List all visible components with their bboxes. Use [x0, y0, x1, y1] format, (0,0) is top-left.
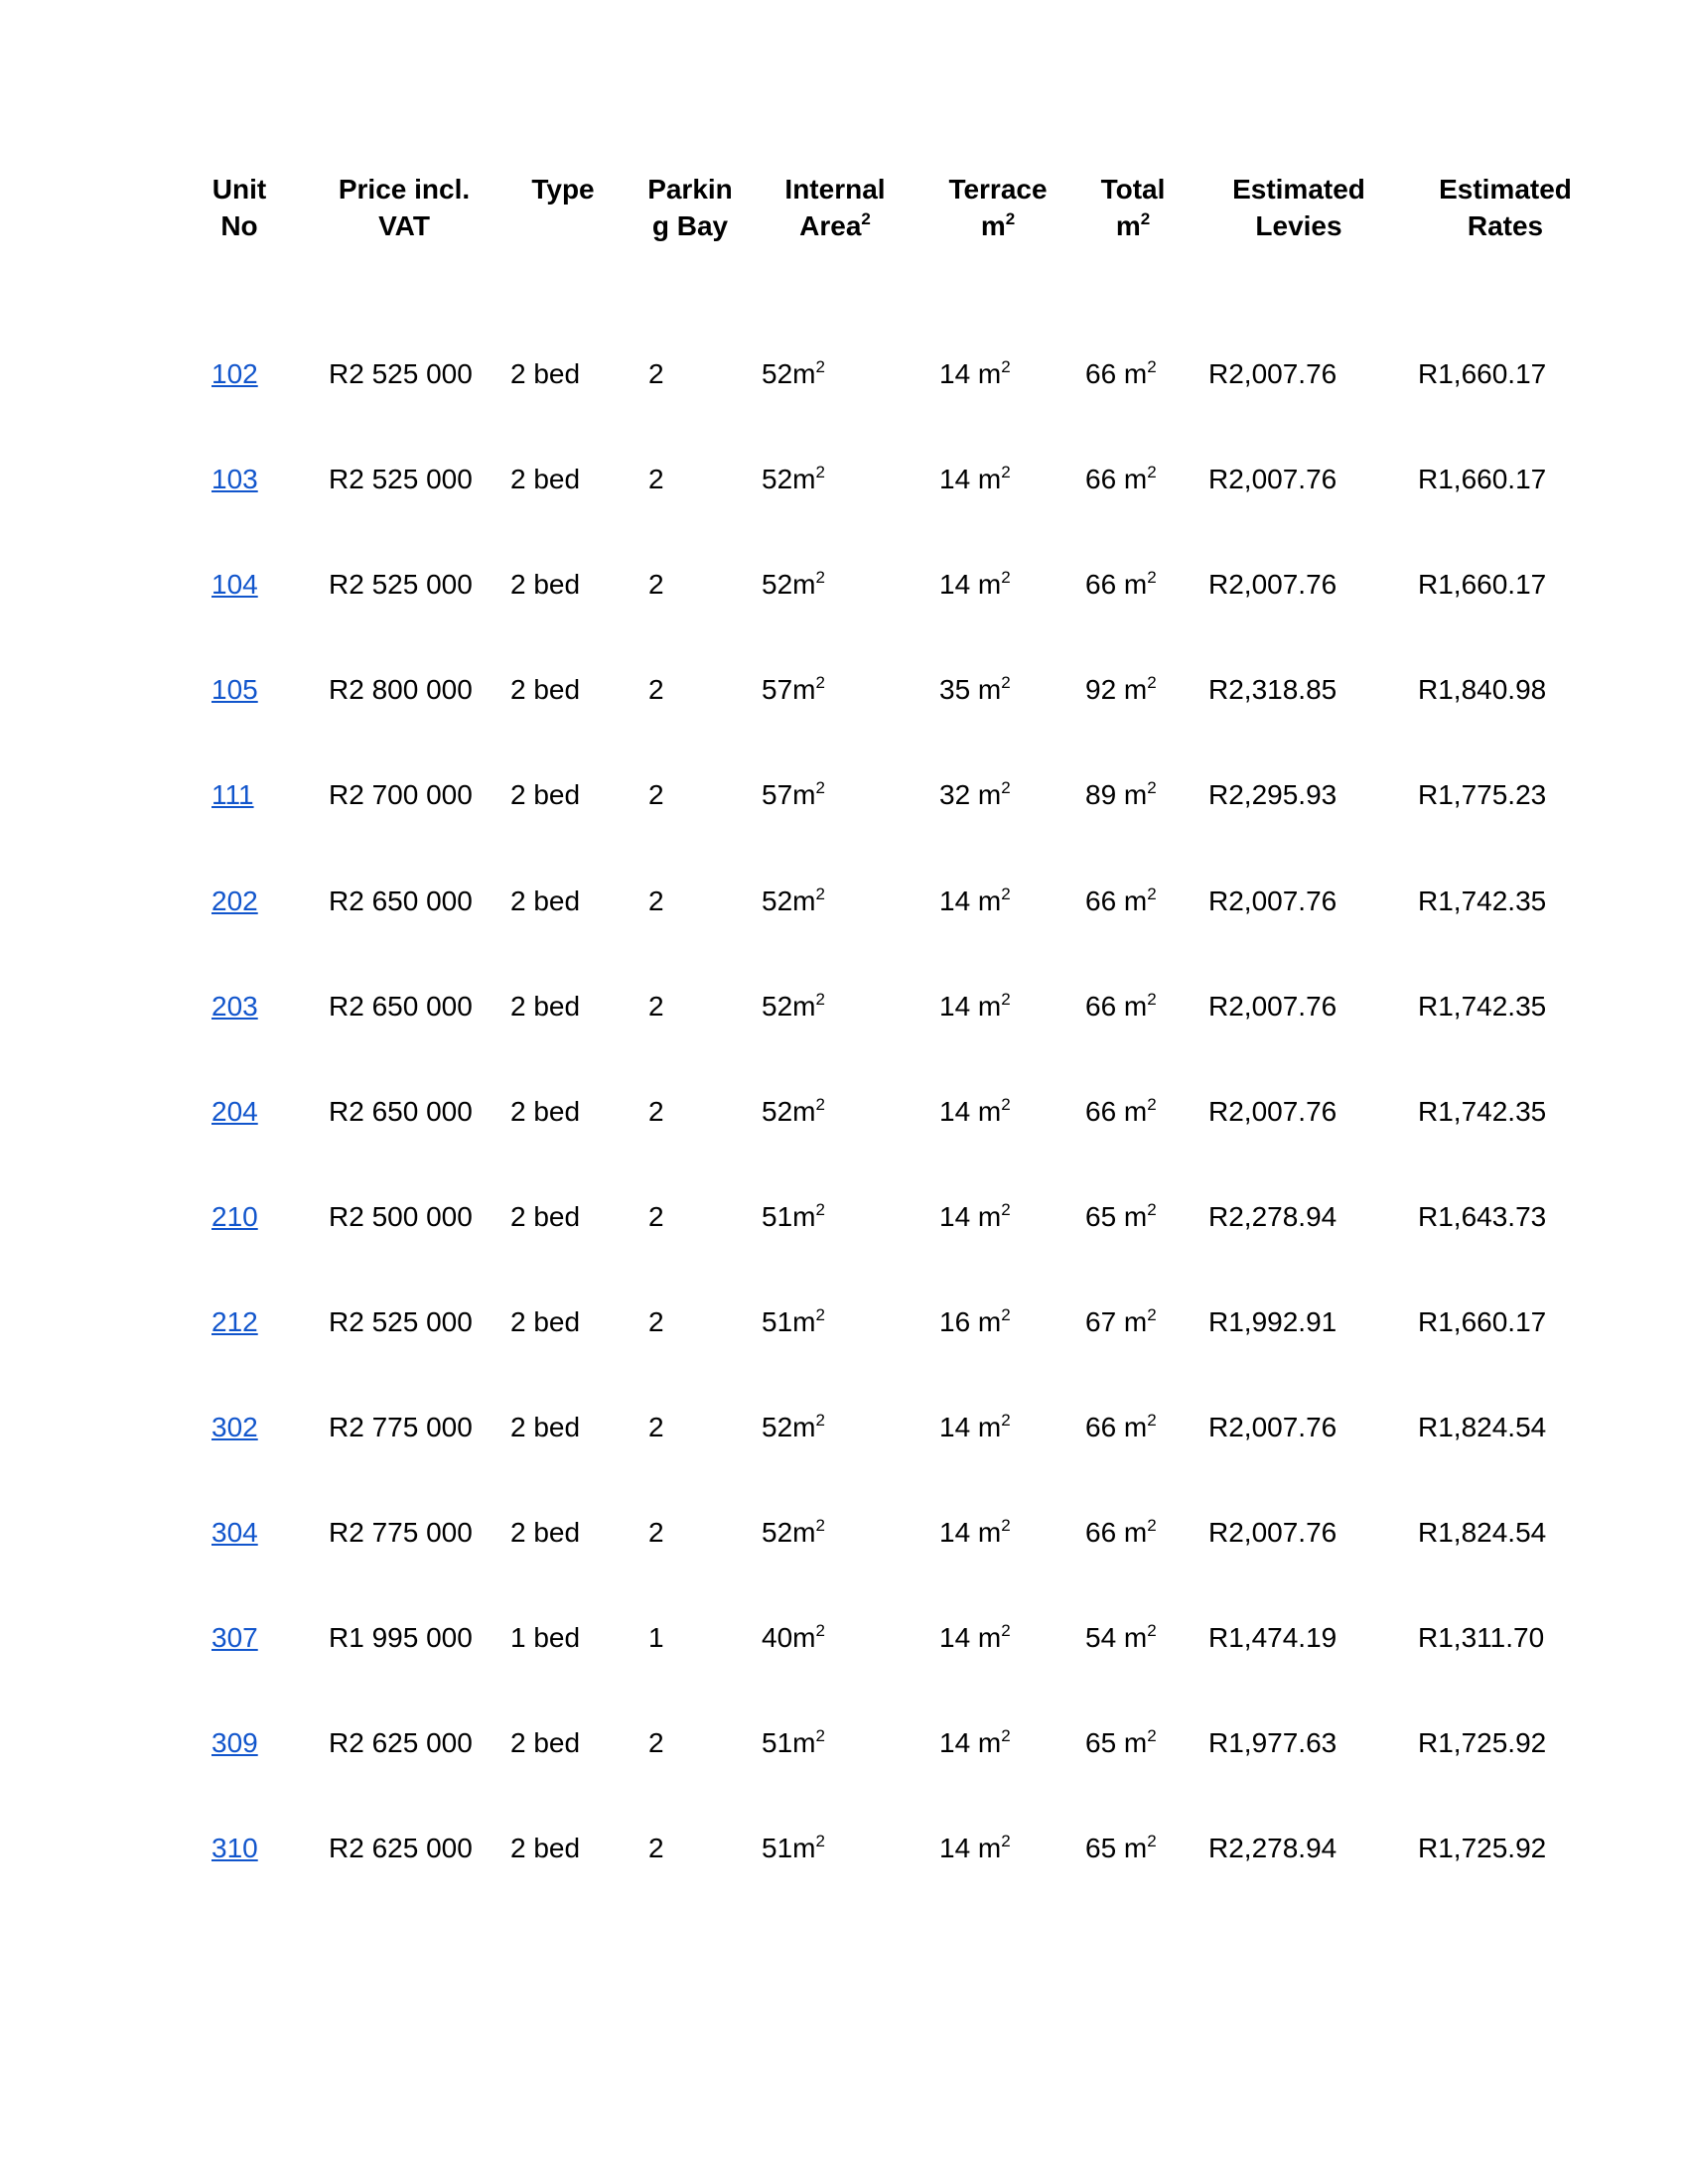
- cell-parking: 1: [648, 1622, 664, 1654]
- table-row: [0, 1092, 1688, 1132]
- cell-levies: R1,977.63: [1208, 1727, 1337, 1759]
- cell-type: 2 bed: [510, 358, 581, 389]
- column-header-line1: Unit: [211, 174, 267, 205]
- table-row: [0, 1513, 1688, 1553]
- cell-total: [1085, 1829, 1157, 1868]
- unit-link[interactable]: 104: [211, 569, 258, 601]
- cell-total-value: 66 m: [1085, 1095, 1148, 1127]
- cell-terrace-value: 35 m: [939, 674, 1002, 706]
- column-header-line1: Total: [1100, 174, 1166, 205]
- superscript-two: 2: [1001, 1726, 1011, 1746]
- cell-terrace-value: 32 m: [939, 779, 1002, 811]
- superscript-two: 2: [1147, 1304, 1157, 1324]
- unit-link[interactable]: 204: [211, 1095, 258, 1127]
- unit-link[interactable]: 105: [211, 674, 258, 706]
- cell-levies: R2,007.76: [1208, 1517, 1337, 1549]
- unit-link[interactable]: 310: [211, 1833, 258, 1864]
- cell-internal: [762, 1829, 825, 1868]
- unit-link[interactable]: 111: [211, 779, 254, 811]
- cell-internal-value: 52m: [762, 464, 816, 495]
- cell-total-value: 65 m: [1085, 1833, 1148, 1864]
- cell-total-value: 66 m: [1085, 464, 1148, 495]
- cell-type: 2 bed: [510, 1095, 581, 1127]
- cell-internal-value: 57m: [762, 779, 816, 811]
- table-row: [0, 1408, 1688, 1447]
- superscript-two: 2: [1001, 463, 1011, 482]
- superscript-two: 2: [1001, 568, 1011, 588]
- cell-rates: R1,775.23: [1418, 779, 1547, 811]
- cell-price: R2 775 000: [329, 1412, 473, 1442]
- cell-terrace: [939, 1723, 1011, 1763]
- cell-parking: 2: [648, 1517, 664, 1549]
- cell-price: R2 525 000: [329, 569, 473, 601]
- cell-terrace: [939, 354, 1011, 394]
- cell-type: 2 bed: [510, 464, 581, 495]
- superscript-two: 2: [1001, 1304, 1011, 1324]
- superscript-two: 2: [1001, 1832, 1011, 1851]
- cell-terrace: [939, 1618, 1011, 1658]
- cell-parking: 2: [648, 990, 664, 1022]
- cell-price: R2 775 000: [329, 1517, 473, 1549]
- cell-type: 2 bed: [510, 1517, 581, 1549]
- column-header-line1: Parkin: [647, 174, 733, 205]
- cell-terrace: [939, 987, 1011, 1026]
- cell-terrace: [939, 1092, 1011, 1132]
- cell-internal: [762, 1197, 825, 1237]
- cell-rates: R1,660.17: [1418, 569, 1547, 601]
- cell-internal: [762, 775, 825, 815]
- cell-rates: R1,742.35: [1418, 990, 1547, 1022]
- cell-parking: 2: [648, 1833, 664, 1864]
- cell-terrace-value: 14 m: [939, 1095, 1002, 1127]
- superscript-two: 2: [815, 884, 825, 903]
- column-header-line1: Estimated: [1232, 174, 1365, 205]
- table-row: [0, 1302, 1688, 1342]
- cell-type: 2 bed: [510, 1412, 581, 1442]
- superscript-two: 2: [1147, 463, 1157, 482]
- cell-parking: 2: [648, 569, 664, 601]
- cell-price: R2 650 000: [329, 1095, 473, 1127]
- column-header-line1: Internal: [784, 174, 886, 205]
- cell-total: [1085, 882, 1157, 921]
- cell-internal: [762, 1513, 825, 1553]
- cell-internal-value: 51m: [762, 1305, 816, 1337]
- cell-internal-value: 51m: [762, 1727, 816, 1759]
- cell-levies: R1,992.91: [1208, 1305, 1337, 1337]
- cell-levies: R2,318.85: [1208, 674, 1337, 706]
- cell-levies: R2,007.76: [1208, 885, 1337, 916]
- cell-type: 2 bed: [510, 1833, 581, 1864]
- cell-internal: [762, 987, 825, 1026]
- cell-internal: [762, 1302, 825, 1342]
- cell-terrace: [939, 565, 1011, 605]
- cell-internal-value: 52m: [762, 990, 816, 1022]
- superscript-two: 2: [815, 1304, 825, 1324]
- cell-type: 2 bed: [510, 779, 581, 811]
- cell-parking: 2: [648, 464, 664, 495]
- cell-terrace-value: 14 m: [939, 358, 1002, 389]
- table-row: [0, 1618, 1688, 1658]
- column-header-line1: Estimated: [1439, 174, 1572, 205]
- cell-rates: R1,840.98: [1418, 674, 1547, 706]
- superscript-two: 2: [1147, 357, 1157, 376]
- unit-link[interactable]: 304: [211, 1517, 258, 1549]
- cell-internal: [762, 882, 825, 921]
- superscript-two: 2: [1147, 1832, 1157, 1851]
- superscript-two: 2: [1147, 884, 1157, 903]
- cell-total-value: 54 m: [1085, 1622, 1148, 1654]
- superscript-two: 2: [815, 357, 825, 376]
- unit-link[interactable]: 307: [211, 1622, 258, 1654]
- cell-terrace-value: 14 m: [939, 1200, 1002, 1232]
- cell-parking: 2: [648, 1305, 664, 1337]
- cell-internal-value: 40m: [762, 1622, 816, 1654]
- superscript-two: 2: [861, 209, 871, 228]
- cell-internal: [762, 1092, 825, 1132]
- cell-levies: R1,474.19: [1208, 1622, 1337, 1654]
- cell-price: R2 700 000: [329, 779, 473, 811]
- superscript-two: 2: [815, 568, 825, 588]
- cell-total: [1085, 1618, 1157, 1658]
- cell-total-value: 66 m: [1085, 1412, 1148, 1442]
- cell-rates: R1,725.92: [1418, 1727, 1547, 1759]
- unit-link[interactable]: 210: [211, 1200, 258, 1232]
- unit-link[interactable]: 103: [211, 464, 258, 495]
- unit-link[interactable]: 203: [211, 990, 258, 1022]
- cell-total: [1085, 670, 1157, 710]
- cell-type: 2 bed: [510, 1200, 581, 1232]
- table-row: [0, 565, 1688, 605]
- cell-type: 2 bed: [510, 569, 581, 601]
- cell-terrace-value: 16 m: [939, 1305, 1002, 1337]
- cell-terrace-value: 14 m: [939, 1727, 1002, 1759]
- cell-terrace-value: 14 m: [939, 990, 1002, 1022]
- column-header-line2: Rates: [1467, 210, 1544, 241]
- cell-parking: 2: [648, 674, 664, 706]
- cell-total: [1085, 1723, 1157, 1763]
- unit-link[interactable]: 102: [211, 358, 258, 389]
- superscript-two: 2: [1001, 1094, 1011, 1114]
- column-header-line2: g Bay: [651, 210, 729, 241]
- cell-internal: [762, 354, 825, 394]
- table-row: [0, 1723, 1688, 1763]
- cell-rates: R1,824.54: [1418, 1517, 1547, 1549]
- cell-total: [1085, 987, 1157, 1026]
- superscript-two: 2: [815, 778, 825, 798]
- cell-rates: R1,643.73: [1418, 1200, 1547, 1232]
- superscript-two: 2: [1147, 673, 1157, 693]
- cell-rates: R1,660.17: [1418, 464, 1547, 495]
- cell-internal: [762, 1618, 825, 1658]
- table-row: [0, 354, 1688, 394]
- cell-terrace: [939, 670, 1011, 710]
- superscript-two: 2: [815, 673, 825, 693]
- superscript-two: 2: [1001, 673, 1011, 693]
- superscript-two: 2: [815, 1094, 825, 1114]
- column-header-line2-wrap: [1199, 207, 1398, 244]
- superscript-two: 2: [1001, 1411, 1011, 1430]
- cell-price: R1 995 000: [329, 1622, 473, 1654]
- cell-rates: R1,725.92: [1418, 1833, 1547, 1864]
- column-header-levies: [1199, 171, 1398, 244]
- unit-link[interactable]: 309: [211, 1727, 258, 1759]
- column-header-line2-wrap: [1406, 207, 1605, 244]
- table-row: [0, 460, 1688, 499]
- cell-total: [1085, 460, 1157, 499]
- table-row: [0, 1197, 1688, 1237]
- cell-terrace-value: 14 m: [939, 569, 1002, 601]
- cell-total: [1085, 1513, 1157, 1553]
- superscript-two: 2: [1005, 209, 1016, 228]
- cell-price: R2 800 000: [329, 674, 473, 706]
- cell-total-value: 92 m: [1085, 674, 1148, 706]
- column-header-line1: Type: [531, 174, 595, 205]
- table-row: [0, 775, 1688, 815]
- cell-levies: R2,007.76: [1208, 569, 1337, 601]
- table-row: [0, 882, 1688, 921]
- column-header-line2: Levies: [1255, 210, 1342, 241]
- superscript-two: 2: [1147, 568, 1157, 588]
- superscript-two: 2: [1147, 778, 1157, 798]
- cell-total-value: 65 m: [1085, 1727, 1148, 1759]
- cell-terrace: [939, 1302, 1011, 1342]
- cell-type: 2 bed: [510, 990, 581, 1022]
- cell-terrace: [939, 1513, 1011, 1553]
- cell-terrace: [939, 460, 1011, 499]
- unit-link[interactable]: 212: [211, 1305, 258, 1337]
- cell-type: 2 bed: [510, 674, 581, 706]
- cell-price: R2 650 000: [329, 990, 473, 1022]
- cell-rates: R1,660.17: [1418, 358, 1547, 389]
- cell-total: [1085, 1197, 1157, 1237]
- superscript-two: 2: [1147, 1411, 1157, 1430]
- column-header-line2: VAT: [378, 210, 430, 241]
- cell-levies: R2,007.76: [1208, 358, 1337, 389]
- cell-parking: 2: [648, 779, 664, 811]
- superscript-two: 2: [1147, 1621, 1157, 1641]
- cell-type: 2 bed: [510, 885, 581, 916]
- superscript-two: 2: [815, 1621, 825, 1641]
- cell-parking: 2: [648, 1200, 664, 1232]
- cell-rates: R1,742.35: [1418, 1095, 1547, 1127]
- cell-total: [1085, 1302, 1157, 1342]
- superscript-two: 2: [815, 1832, 825, 1851]
- superscript-two: 2: [1140, 209, 1151, 228]
- cell-rates: R1,311.70: [1418, 1622, 1545, 1654]
- cell-parking: 2: [648, 885, 664, 916]
- cell-total-value: 65 m: [1085, 1200, 1148, 1232]
- superscript-two: 2: [1147, 1726, 1157, 1746]
- column-header-line1: Price incl.: [338, 174, 471, 205]
- cell-internal: [762, 565, 825, 605]
- cell-total: [1085, 775, 1157, 815]
- superscript-two: 2: [815, 463, 825, 482]
- cell-total-value: 66 m: [1085, 569, 1148, 601]
- cell-internal-value: 51m: [762, 1833, 816, 1864]
- cell-internal-value: 52m: [762, 1412, 816, 1442]
- cell-total-value: 66 m: [1085, 885, 1148, 916]
- table-row: [0, 670, 1688, 710]
- cell-price: R2 500 000: [329, 1200, 473, 1232]
- cell-internal-value: 52m: [762, 569, 816, 601]
- column-header-line1: Terrace: [948, 174, 1048, 205]
- cell-terrace-value: 14 m: [939, 1833, 1002, 1864]
- cell-rates: R1,742.35: [1418, 885, 1547, 916]
- cell-levies: R2,007.76: [1208, 990, 1337, 1022]
- cell-total: [1085, 1092, 1157, 1132]
- superscript-two: 2: [815, 1516, 825, 1536]
- superscript-two: 2: [1001, 989, 1011, 1009]
- superscript-two: 2: [1147, 1516, 1157, 1536]
- cell-internal: [762, 1723, 825, 1763]
- superscript-two: 2: [1147, 1094, 1157, 1114]
- cell-terrace: [939, 1829, 1011, 1868]
- superscript-two: 2: [1147, 1199, 1157, 1219]
- superscript-two: 2: [1147, 989, 1157, 1009]
- cell-price: R2 525 000: [329, 358, 473, 389]
- cell-total-value: 67 m: [1085, 1305, 1148, 1337]
- cell-total: [1085, 354, 1157, 394]
- superscript-two: 2: [815, 1199, 825, 1219]
- cell-levies: R2,007.76: [1208, 1412, 1337, 1442]
- cell-internal: [762, 1408, 825, 1447]
- superscript-two: 2: [815, 989, 825, 1009]
- superscript-two: 2: [815, 1411, 825, 1430]
- column-header-line2: No: [220, 210, 258, 241]
- cell-rates: R1,824.54: [1418, 1412, 1547, 1442]
- column-header-line2: m: [980, 210, 1006, 241]
- cell-terrace: [939, 1408, 1011, 1447]
- cell-total-value: 66 m: [1085, 358, 1148, 389]
- cell-price: R2 525 000: [329, 1305, 473, 1337]
- cell-rates: R1,660.17: [1418, 1305, 1547, 1337]
- unit-link[interactable]: 202: [211, 885, 258, 916]
- cell-terrace: [939, 882, 1011, 921]
- cell-levies: R2,007.76: [1208, 464, 1337, 495]
- cell-parking: 2: [648, 1727, 664, 1759]
- cell-levies: R2,295.93: [1208, 779, 1337, 811]
- table-row: [0, 1829, 1688, 1868]
- cell-terrace: [939, 1197, 1011, 1237]
- cell-internal-value: 52m: [762, 1517, 816, 1549]
- cell-internal-value: 52m: [762, 1095, 816, 1127]
- cell-internal-value: 52m: [762, 885, 816, 916]
- superscript-two: 2: [1001, 1621, 1011, 1641]
- cell-total: [1085, 1408, 1157, 1447]
- cell-terrace-value: 14 m: [939, 464, 1002, 495]
- cell-type: 2 bed: [510, 1727, 581, 1759]
- cell-price: R2 525 000: [329, 464, 473, 495]
- cell-price: R2 625 000: [329, 1833, 473, 1864]
- superscript-two: 2: [1001, 1199, 1011, 1219]
- unit-link[interactable]: 302: [211, 1412, 258, 1442]
- column-header-line2: Area: [799, 210, 862, 241]
- cell-internal-value: 57m: [762, 674, 816, 706]
- superscript-two: 2: [1001, 778, 1011, 798]
- cell-levies: R2,278.94: [1208, 1833, 1337, 1864]
- cell-levies: R2,278.94: [1208, 1200, 1337, 1232]
- cell-parking: 2: [648, 1095, 664, 1127]
- cell-terrace: [939, 775, 1011, 815]
- cell-terrace-value: 14 m: [939, 1622, 1002, 1654]
- column-header-line2: m: [1115, 210, 1141, 241]
- cell-levies: R2,007.76: [1208, 1095, 1337, 1127]
- cell-type: 2 bed: [510, 1305, 581, 1337]
- cell-price: R2 625 000: [329, 1727, 473, 1759]
- table-row: [0, 987, 1688, 1026]
- cell-total: [1085, 565, 1157, 605]
- superscript-two: 2: [1001, 884, 1011, 903]
- cell-terrace-value: 14 m: [939, 1517, 1002, 1549]
- cell-internal-value: 52m: [762, 358, 816, 389]
- cell-parking: 2: [648, 1412, 664, 1442]
- cell-terrace-value: 14 m: [939, 885, 1002, 916]
- cell-terrace-value: 14 m: [939, 1412, 1002, 1442]
- cell-total-value: 89 m: [1085, 779, 1148, 811]
- superscript-two: 2: [1001, 357, 1011, 376]
- cell-internal: [762, 670, 825, 710]
- cell-total-value: 66 m: [1085, 990, 1148, 1022]
- column-header-rates: [1406, 171, 1605, 244]
- cell-type: 1 bed: [510, 1622, 581, 1654]
- cell-internal: [762, 460, 825, 499]
- cell-total-value: 66 m: [1085, 1517, 1148, 1549]
- cell-price: R2 650 000: [329, 885, 473, 916]
- cell-internal-value: 51m: [762, 1200, 816, 1232]
- superscript-two: 2: [815, 1726, 825, 1746]
- cell-parking: 2: [648, 358, 664, 389]
- superscript-two: 2: [1001, 1516, 1011, 1536]
